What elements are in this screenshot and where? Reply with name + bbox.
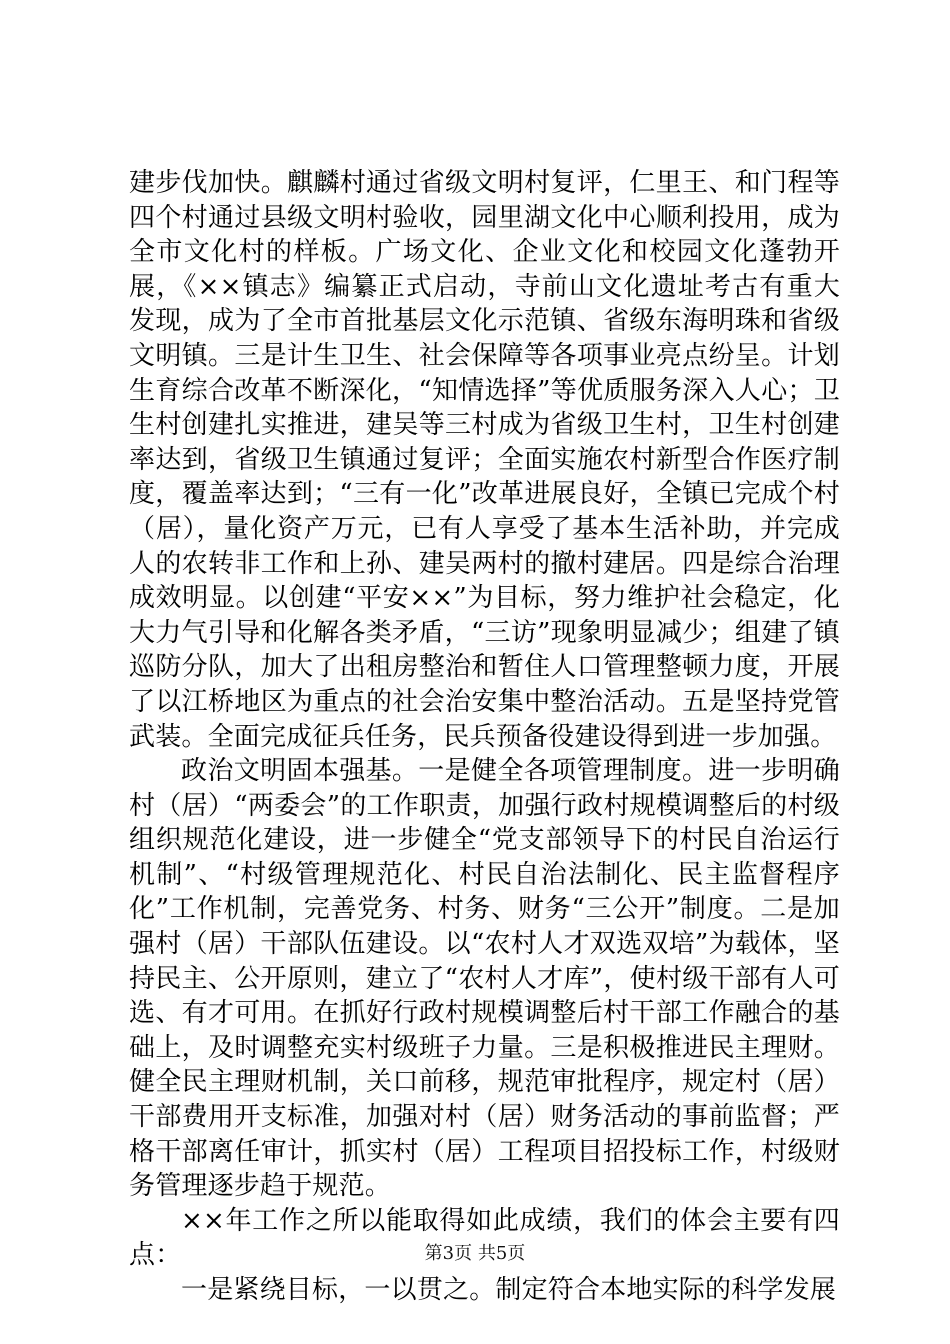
body-text (129, 166, 840, 1308)
paragraph-point-one: 一是紧绕目标，一以贯之。制定符合本地实际的科学发展 (181, 1275, 837, 1305)
paragraph-social-development: 建步伐加快。麒麟村通过省级文明村复评，仁里王、和门程等四个村通过县级文明村验收，园里湖文化中心顺利投用，成为全市文化村的样板。广场文化、企业文化和校园文化蓬勃开展，《××镇志》编纂正式启动，寺前山文化遗址考古有重大发现，成为了全市首批基层文化示范镇、省级东海明珠和省级文明镇。三是计生卫生、社会保障等各项事业亮点纷呈。计划生育综合改革不断深化，“知情选择”等优质服务深入人心；卫生村创建扎实推进，建吴等三村成为省级卫生村，卫生村创建率达到，省级卫生镇通过复评；全面实施农村新型合作医疗制度，覆盖率达到；“三有一化”改革进展良好，全镇已完成个村（居），量化资产万元，已有人享受了基本生活补助，并完成人的农转非工作和上孙、建吴两村的撤村建居。四是综合治理成效明显。以创建“平安××”为目标，努力维护社会稳定，化大力气引导和化解各类矛盾，“三访”现象明显减少；组建了镇巡防分队，加大了出租房整治和暂住人口管理整顿力度，开展了以江桥地区为重点的社会治安集中整治活动。五是坚持党管武装。全面完成征兵任务，民兵预备役建设得到进一步加强。 (129, 168, 840, 752)
paragraph-political-civilization: 政治文明固本强基。一是健全各项管理制度。进一步明确村（居）“两委会”的工作职责，加强行政村规模调整后的村级组织规范化建设，进一步健全“党支部领导下的村民自治运行机制”、“村级管理规范化、村民自治法制化、民主监督程序化”工作机制，完善党务、村务、财务“三公开”制度。二是加强村（居）干部队伍建设。以“农村人才双选双培”为载体，坚持民主、公开原则，建立了“农村人才库”，使村级干部有人可选、有才可用。在抓好行政村规模调整后村干部工作融合的基础上，及时调整充实村级班子力量。三是积极推进民主理财。健全民主理财机制，关口前移，规范审批程序，规定村（居）干部费用开支标准，加强对村（居）财务活动的事前监督；严格干部离任审计，抓实村（居）工程项目招投标工作，村级财务管理逐步趋于规范。 (129, 756, 840, 1202)
paragraph-experience-intro: ××年工作之所以能取得如此成绩，我们的体会主要有四点： (129, 1205, 840, 1271)
page-number-footer: 第3页 共5页 (424, 1243, 526, 1264)
